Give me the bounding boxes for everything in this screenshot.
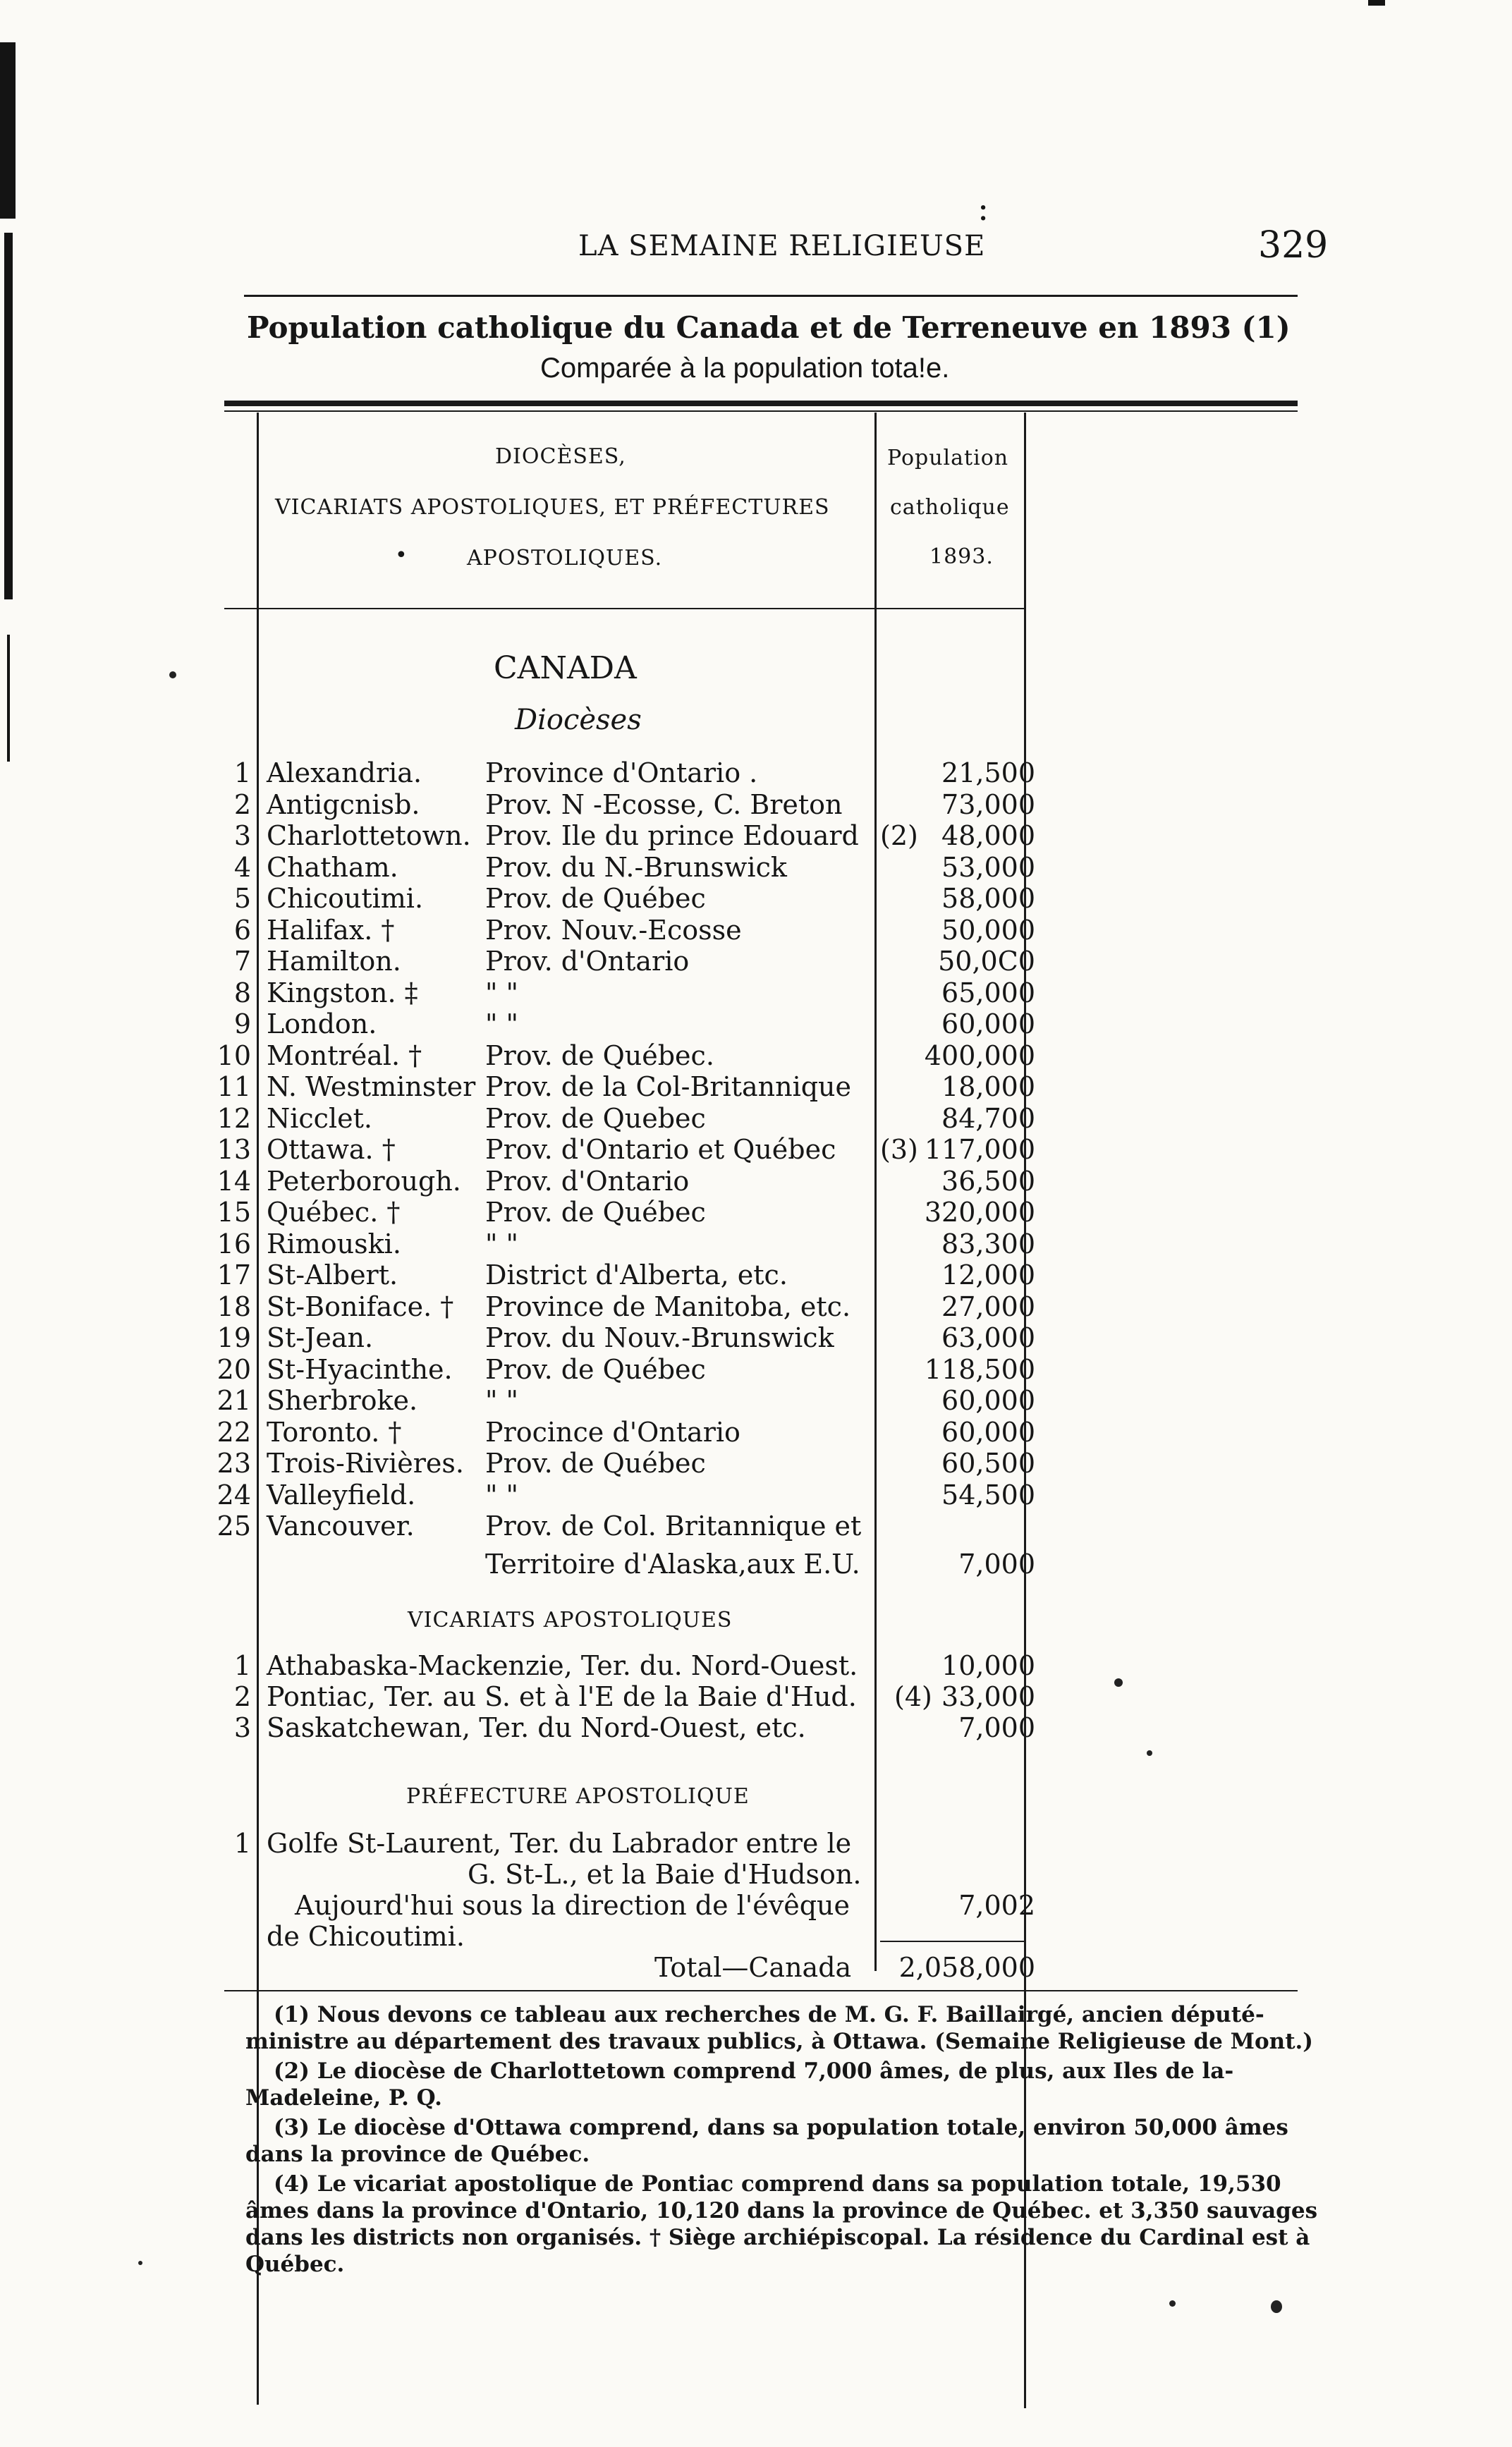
- row-number: 18: [217, 1290, 251, 1322]
- population-value: 60,500: [941, 1448, 1035, 1479]
- table-row: [217, 1134, 1035, 1165]
- diocese-name: St-Albert.: [267, 1259, 398, 1290]
- row-number: 14: [217, 1165, 251, 1197]
- print-speck: [1169, 2300, 1176, 2307]
- table-row: [217, 1385, 1035, 1416]
- row-number: 17: [217, 1259, 251, 1290]
- row-number: 6: [233, 914, 251, 946]
- diocese-name: Trois-Rivières.: [267, 1448, 464, 1479]
- total-row: [224, 1952, 1035, 1983]
- row-number: 21: [217, 1385, 251, 1416]
- table-row: [224, 757, 1035, 788]
- population-value: 320,000: [924, 1197, 1035, 1228]
- diocese-name: Charlottetown.: [267, 820, 471, 851]
- table-subtitle: Comparée à la population tota!e.: [540, 353, 950, 384]
- population-value: 12,000: [941, 1259, 1035, 1290]
- header-population: Population: [887, 446, 1009, 470]
- population-value: 50,0C0: [938, 946, 1035, 977]
- province: Province d'Ontario .: [485, 757, 758, 788]
- row-number: 13: [217, 1134, 251, 1165]
- population-value: 65,000: [941, 977, 1035, 1008]
- scan-edge-mark: [1368, 0, 1385, 6]
- province: Prov. Nouv.-Ecosse: [485, 914, 742, 946]
- prefecture-value: 7,002: [958, 1890, 1035, 1921]
- population-value: 21,500: [941, 757, 1035, 788]
- row-number: 7: [233, 946, 251, 977]
- prefecture-row: [224, 1859, 1035, 1890]
- province: " ": [485, 977, 519, 1008]
- prefecture-row: [224, 1921, 1035, 1952]
- print-speck: [1271, 2300, 1282, 2313]
- row-number: 12: [217, 1102, 251, 1134]
- vicariat-row: [224, 1681, 1035, 1712]
- footnote-1: (1) Nous devons ce tableau aux recherches de M. G. F. Baillairgé, ancien député-ministre au département des travaux publics, à Ottawa. (Semaine Religieuse de Mont.): [245, 2002, 1313, 2054]
- footnote-4: (4) Le vicariat apostolique de Pontiac comprend dans sa population totale, 19,530 âmes dans la province d'Ontario, 10,120 dans la province de Québec. et 3,350 sauvages dans les districts non organisés. † Siège archiépiscopal. La résidence du Cardinal est à Québec.: [245, 2171, 1318, 2277]
- table-row: [217, 1197, 1035, 1228]
- population-value: 50,000: [941, 914, 1035, 946]
- prefecture-row: [224, 1890, 1035, 1921]
- diocese-name: Québec. †: [267, 1197, 401, 1228]
- scan-edge-mark: [4, 233, 13, 599]
- province: " ": [485, 1228, 519, 1259]
- population-value: 7,000: [958, 1712, 1035, 1743]
- population-value: 400,000: [924, 1039, 1035, 1071]
- population-value: 60,000: [941, 1416, 1035, 1448]
- diocese-name: Ottawa. †: [267, 1134, 396, 1165]
- province: " ": [485, 1385, 519, 1416]
- print-speck: [138, 2261, 142, 2265]
- population-value: 53,000: [941, 851, 1035, 883]
- province: Prov. d'Ontario: [485, 946, 690, 977]
- print-speck: [169, 671, 176, 678]
- population-value: 48,000: [941, 820, 1035, 851]
- footnote-2: (2) Le diocèse de Charlottetown comprend 7,000 âmes, de plus, aux Iles de la-Madeleine, P. Q.: [245, 2058, 1234, 2111]
- row-number: 2: [233, 1681, 251, 1712]
- province: Prov. N -Ecosse, C. Breton: [485, 788, 843, 820]
- section-subtitle-dioceses: Diocèses: [515, 704, 642, 736]
- row-number: 24: [217, 1479, 251, 1511]
- prefecture-line1: Golfe St-Laurent, Ter. du Labrador entre le: [267, 1828, 852, 1859]
- row-number: 3: [233, 1712, 251, 1743]
- table-row: [224, 946, 1035, 977]
- diocese-name: Montréal. †: [267, 1039, 422, 1071]
- table-row: [217, 1290, 1035, 1322]
- population-value: 73,000: [941, 788, 1035, 820]
- population-value: 83,300: [941, 1228, 1035, 1259]
- table-title: Population catholique du Canada et de Terreneuve en 1893 (1): [247, 310, 1291, 345]
- section-title-canada: CANADA: [494, 650, 637, 686]
- row-number: 5: [233, 883, 251, 914]
- diocese-name: Hamilton.: [267, 946, 401, 977]
- population-value: 36,500: [941, 1165, 1035, 1197]
- diocese-name: Toronto. †: [267, 1416, 402, 1448]
- footnote-ref: (2): [880, 820, 918, 851]
- diocese-name: London.: [267, 1008, 377, 1039]
- diocese-name: Vancouver.: [267, 1511, 415, 1542]
- population-value: 60,000: [941, 1008, 1035, 1039]
- population-value: 10,000: [941, 1650, 1035, 1681]
- table-row: [217, 1165, 1035, 1197]
- vancouver-continuation: Territoire d'Alaska,aux E.U.: [485, 1549, 860, 1580]
- row-number: 11: [217, 1071, 251, 1102]
- header-vicariats: VICARIATS APOSTOLIQUES, ET PRÉFECTURES: [275, 495, 830, 520]
- province: Prov. de Québec: [485, 1197, 706, 1228]
- population-value: 58,000: [941, 883, 1035, 914]
- province: Prov. de la Col-Britannique: [485, 1071, 852, 1102]
- population-value: 18,000: [941, 1071, 1035, 1102]
- province: Prov. de Quebec: [485, 1102, 706, 1134]
- prefecture-line3: Aujourd'hui sous la direction de l'évêque: [295, 1890, 850, 1921]
- diocese-name: Rimouski.: [267, 1228, 401, 1259]
- row-number: 1: [233, 1828, 251, 1859]
- running-title: LA SEMAINE RELIGIEUSE: [578, 230, 986, 262]
- table-row: [217, 1353, 1035, 1385]
- table-row: [217, 1479, 1035, 1511]
- table-row: [224, 852, 1035, 883]
- table-row: [217, 1322, 1035, 1353]
- province: Prov. de Col. Britannique et: [485, 1511, 862, 1542]
- row-number: 19: [217, 1322, 251, 1353]
- table-row: [224, 883, 1035, 914]
- header-bottom-rule: [224, 608, 1024, 609]
- table-row: [217, 1448, 1035, 1479]
- population-value: 118,500: [924, 1353, 1035, 1385]
- diocese-name: Chatham.: [267, 851, 398, 883]
- province: Prov. de Québec: [485, 883, 706, 914]
- row-number: 9: [233, 1008, 251, 1039]
- table-row: [217, 1039, 1035, 1071]
- section-heading-vicariats: VICARIATS APOSTOLIQUES: [408, 1608, 733, 1633]
- vicariat-row: [224, 1650, 1035, 1681]
- row-number: 20: [217, 1353, 251, 1385]
- total-label: Total—Canada: [654, 1952, 852, 1983]
- diocese-name: Kingston. ‡: [267, 977, 418, 1008]
- row-number: 15: [217, 1197, 251, 1228]
- diocese-name: Antigcnisb.: [267, 788, 420, 820]
- diocese-name: Valleyfield.: [267, 1479, 416, 1511]
- footnote-3: (3) Le diocèse d'Ottawa comprend, dans sa population totale, environ 50,000 âmes dans la province de Québec.: [245, 2115, 1288, 2167]
- row-number: 25: [217, 1511, 251, 1542]
- print-speck: [1114, 1678, 1123, 1687]
- diocese-name: Alexandria.: [267, 757, 422, 788]
- row-number: 1: [233, 1650, 251, 1681]
- vicariat-name: Saskatchewan, Ter. du Nord-Ouest, etc.: [267, 1712, 806, 1743]
- print-speck: [1147, 1750, 1152, 1756]
- vicariat-row: [224, 1712, 1035, 1743]
- row-number: 23: [217, 1448, 251, 1479]
- table-row: [224, 820, 1035, 851]
- population-value: 54,500: [941, 1479, 1035, 1511]
- page-number: 329: [1258, 224, 1329, 267]
- header-rule: [244, 295, 1298, 297]
- scan-edge-mark: [0, 42, 16, 219]
- diocese-name: Nicclet.: [267, 1102, 372, 1134]
- province: " ": [485, 1479, 519, 1511]
- margin-marker: :: [977, 189, 989, 228]
- province: Province de Manitoba, etc.: [485, 1290, 851, 1322]
- footnote-ref: (3): [880, 1134, 918, 1165]
- table-row: [217, 1228, 1035, 1259]
- population-value: 33,000: [941, 1681, 1035, 1712]
- diocese-name: Peterborough.: [267, 1165, 461, 1197]
- population-value: 27,000: [941, 1290, 1035, 1322]
- prefecture-line4: de Chicoutimi.: [267, 1921, 465, 1952]
- row-number: 8: [233, 977, 251, 1008]
- table-row: [224, 1008, 1035, 1039]
- prefecture-line2: G. St-L., et la Baie d'Hudson.: [468, 1859, 862, 1890]
- section-heading-prefecture: PRÉFECTURE APOSTOLIQUE: [406, 1784, 750, 1809]
- row-number: 22: [217, 1416, 251, 1448]
- diocese-name: St-Jean.: [267, 1322, 374, 1353]
- table-row: [217, 1259, 1035, 1290]
- table-row-continuation: [224, 1549, 1035, 1580]
- population-value: 117,000: [924, 1134, 1035, 1165]
- running-header: [0, 224, 1512, 274]
- diocese-name: St-Boniface. †: [267, 1290, 454, 1322]
- province: Prov. d'Ontario et Québec: [485, 1134, 836, 1165]
- table-row: [224, 915, 1035, 946]
- population-value: 60,000: [941, 1385, 1035, 1416]
- scan-edge-mark: [7, 635, 10, 762]
- header-year: 1893.: [929, 544, 994, 569]
- footnote-ref: (4): [894, 1681, 932, 1712]
- province: " ": [485, 1008, 519, 1039]
- province: Prov. du Nouv.-Brunswick: [485, 1322, 834, 1353]
- province: Prov. de Québec: [485, 1353, 706, 1385]
- table-row: [224, 977, 1035, 1008]
- table-row: [224, 789, 1035, 820]
- prefecture-row: [224, 1828, 1035, 1859]
- diocese-name: Sherbroke.: [267, 1385, 418, 1416]
- vicariat-name: Athabaska-Mackenzie, Ter. du. Nord-Ouest.: [267, 1650, 858, 1681]
- province: District d'Alberta, etc.: [485, 1259, 788, 1290]
- vancouver-value: 7,000: [958, 1549, 1035, 1580]
- province: Prov. de Québec.: [485, 1039, 714, 1071]
- row-number: 4: [233, 851, 251, 883]
- row-number: 16: [217, 1228, 251, 1259]
- row-number: 3: [233, 820, 251, 851]
- row-number: 10: [217, 1039, 251, 1071]
- province: Prov. d'Ontario: [485, 1165, 690, 1197]
- diocese-name: N. Westminster: [267, 1071, 476, 1102]
- header-catholique: catholique: [890, 495, 1010, 520]
- row-number: 1: [233, 757, 251, 788]
- header-dioceses: DIOCÈSES,: [495, 444, 626, 469]
- province: Prov. Ile du prince Edouard: [485, 820, 859, 851]
- province: Procince d'Ontario: [485, 1416, 740, 1448]
- row-number: 2: [233, 788, 251, 820]
- population-value: 84,700: [941, 1102, 1035, 1134]
- diocese-name: St-Hyacinthe.: [267, 1353, 453, 1385]
- table-row: [217, 1511, 1035, 1542]
- footnote-rule: [224, 1990, 1298, 1991]
- table-row: [217, 1416, 1035, 1448]
- table-top-rule: [224, 401, 1298, 406]
- table-row: [217, 1102, 1035, 1134]
- population-value: 63,000: [941, 1322, 1035, 1353]
- total-rule: [880, 1941, 1024, 1942]
- vicariat-name: Pontiac, Ter. au S. et à l'E de la Baie d'Hud.: [267, 1681, 857, 1712]
- table-row: [217, 1071, 1035, 1102]
- table-top-rule-thin: [224, 410, 1298, 412]
- province: Prov. du N.-Brunswick: [485, 851, 787, 883]
- header-apostoliques: APOSTOLIQUES.: [467, 546, 663, 570]
- total-value: 2,058,000: [898, 1952, 1035, 1983]
- header-bullet: •: [395, 543, 408, 568]
- province: Prov. de Québec: [485, 1448, 706, 1479]
- diocese-name: Halifax. †: [267, 914, 395, 946]
- diocese-name: Chicoutimi.: [267, 883, 424, 914]
